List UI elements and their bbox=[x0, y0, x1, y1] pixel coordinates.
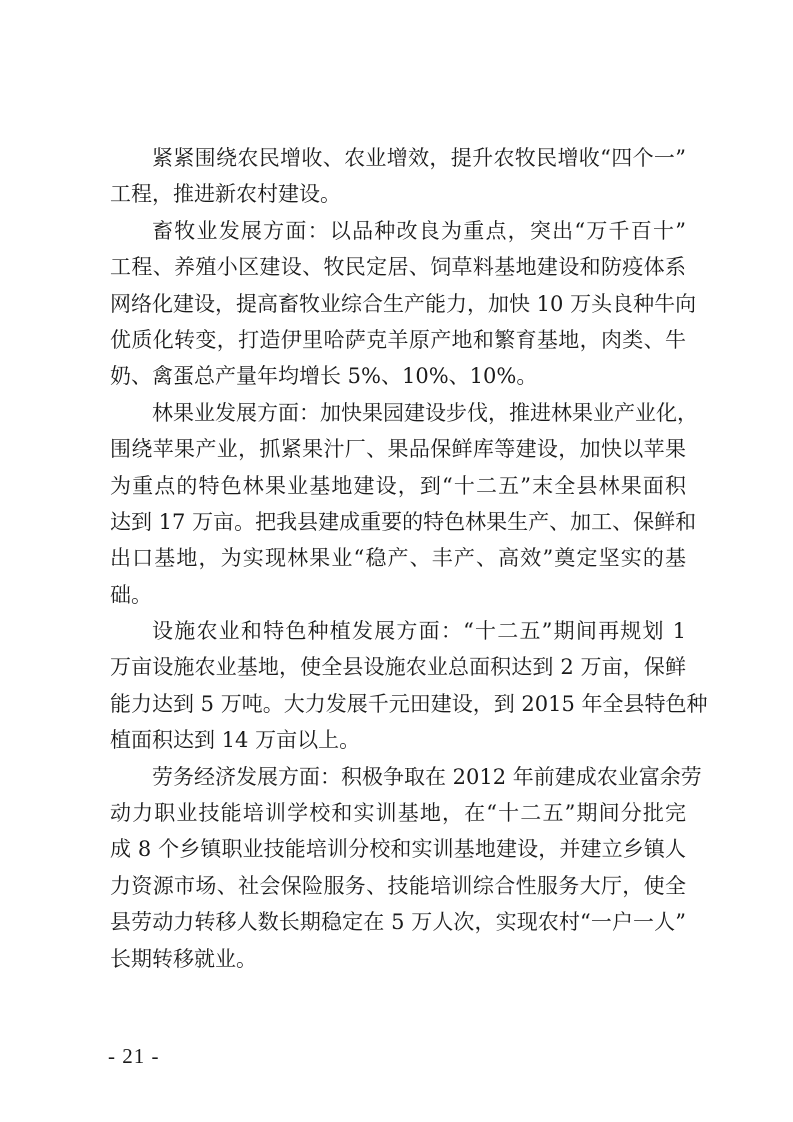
text-line: 林果业发展方面：加快果园建设步伐，推进林果业产业化， bbox=[152, 400, 698, 425]
text-line: 为重点的特色林果业基地建设，到“十二五”末全县林果面积 bbox=[110, 473, 686, 498]
text-line: 达到 17 万亩。把我县建成重要的特色林果生产、加工、保鲜和 bbox=[110, 509, 697, 534]
text-line: 围绕苹果产业，抓紧果汁厂、果品保鲜库等建设，加快以苹果 bbox=[110, 437, 686, 462]
text-line: 础。 bbox=[110, 582, 152, 607]
text-line: 劳务经济发展方面：积极争取在 2012 年前建成农业富余劳 bbox=[152, 764, 702, 789]
text-line: 长期转移就业。 bbox=[110, 946, 257, 971]
page-number: - 21 - bbox=[108, 1044, 160, 1068]
body-text bbox=[110, 140, 708, 977]
text-line: 畜牧业发展方面：以品种改良为重点，突出“万千百十” bbox=[152, 218, 686, 243]
text-line: 能力达到 5 万吨。大力发展千元田建设，到 2015 年全县特色种 bbox=[110, 691, 708, 716]
text-line: 紧紧围绕农民增收、农业增效，提升农牧民增收“四个一” bbox=[152, 146, 686, 170]
text-line: 奶、禽蛋总产量年均增长 5%、10%、10%。 bbox=[110, 364, 538, 389]
text-line: 万亩设施农业基地，使全县设施农业总面积达到 2 万亩，保鲜 bbox=[110, 655, 686, 680]
text-line: 成 8 个乡镇职业技能培训分校和实训基地建设，并建立乡镇人 bbox=[110, 837, 686, 862]
text-line: 网络化建设，提高畜牧业综合生产能力，加快 10 万头良种牛向 bbox=[110, 291, 697, 316]
text-line: 力资源市场、社会保险服务、技能培训综合性服务大厅，使全 bbox=[110, 873, 686, 898]
text-line: 植面积达到 14 万亩以上。 bbox=[110, 728, 361, 753]
text-line: 县劳动力转移人数长期稳定在 5 万人次，实现农村“一户一人” bbox=[110, 910, 686, 935]
text-line: 优质化转变，打造伊里哈萨克羊原产地和繁育基地，肉类、牛 bbox=[110, 327, 686, 352]
text-line: 工程、养殖小区建设、牧民定居、饲草料基地建设和防疫体系 bbox=[110, 255, 686, 280]
text-line: 动力职业技能培训学校和实训基地，在“十二五”期间分批完 bbox=[110, 801, 686, 826]
text-line: 工程，推进新农村建设。 bbox=[110, 182, 341, 207]
text-line: 设施农业和特色种植发展方面：“十二五”期间再规划 1 bbox=[152, 619, 686, 644]
text-line: 出口基地，为实现林果业“稳产、丰产、高效”奠定坚实的基 bbox=[110, 546, 686, 571]
